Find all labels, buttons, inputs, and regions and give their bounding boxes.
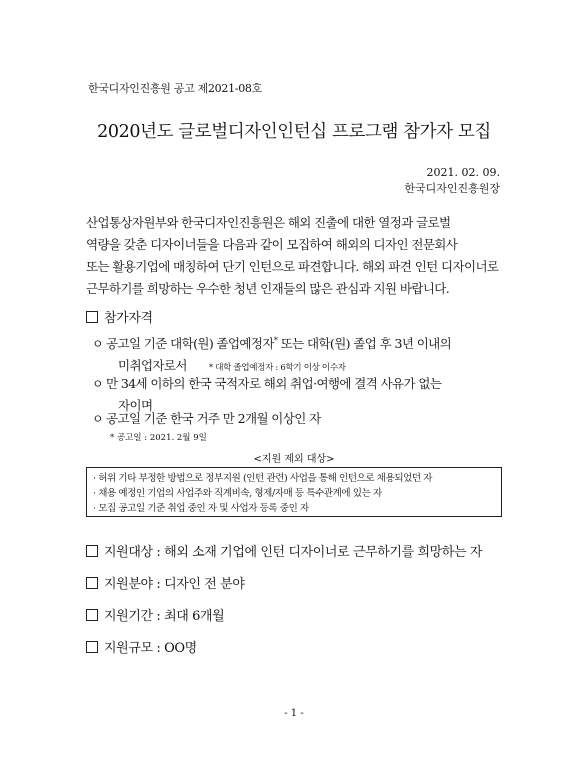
checkbox-square-icon xyxy=(86,641,98,653)
eligibility-text: 공고일 기준 한국 거주 만 2개월 이상인 자 xyxy=(106,411,321,426)
footnote-marker: * xyxy=(273,336,278,345)
eligibility-text: 또는 대학(원) 졸업 후 3년 이내의 xyxy=(277,336,452,352)
eligibility-item xyxy=(92,330,512,379)
intro-paragraph xyxy=(86,212,506,300)
circle-bullet-icon: ㅇ xyxy=(92,412,103,426)
checkbox-square-icon xyxy=(86,311,98,323)
exclusion-box xyxy=(86,467,502,517)
intro-line: 근무하기를 희망하는 우수한 청년 인재들의 많은 관심과 지원 바랍니다. xyxy=(86,281,450,296)
notice-date: 2021. 02. 09. xyxy=(426,166,500,179)
section-period xyxy=(86,605,224,624)
announcement-date-footnote: * 공고일 : 2021. 2월 9일 xyxy=(110,433,207,443)
circle-bullet-icon: ㅇ xyxy=(92,337,103,352)
eligibility-note: * 대학 졸업예정자 : 6학기 이상 이수자 xyxy=(208,363,346,374)
intro-line: 역량을 갖춘 디자이너들을 다음과 같이 모집하여 해외의 디자인 전문회사 xyxy=(86,237,458,252)
checkbox-square-icon xyxy=(86,545,98,557)
intro-line: 또는 활용기업에 매칭하여 단기 인턴으로 파견합니다. 해외 파견 인턴 디자이너로 xyxy=(86,259,499,274)
checkbox-square-icon xyxy=(86,577,98,589)
eligibility-text: 공고일 기준 대학(원) 졸업예정자 xyxy=(106,336,274,352)
exclusion-item: · 채용 예정인 기업의 사업주와 직계비속, 형제/자매 등 특수관계에 있는 자 xyxy=(93,488,382,499)
document-title: 2020년도 글로벌디자인인턴십 프로그램 참가자 모집 xyxy=(97,122,491,142)
section-label: 지원분야 : 디자인 전 분야 xyxy=(104,577,245,592)
section-label: 참가자격 xyxy=(104,311,153,326)
issuing-organization: 한국디자인진흥원장 xyxy=(404,182,500,195)
notice-number: 한국디자인진흥원 공고 제2021-08호 xyxy=(88,82,262,95)
page-number: - 1 - xyxy=(284,708,304,719)
section-target xyxy=(86,541,482,560)
checkbox-square-icon xyxy=(86,609,98,621)
section-label: 지원규모 : OO명 xyxy=(104,641,197,656)
intro-line: 산업통상자원부와 한국디자인진흥원은 해외 진출에 대한 열정과 글로벌 xyxy=(86,215,451,230)
section-field xyxy=(86,573,245,592)
exclusion-heading: <지원 제외 대상> xyxy=(253,454,335,465)
exclusion-item: · 허위 기타 부정한 방법으로 정부지원 (인턴 관련) 사업을 통해 인턴으로 채용되었던 자 xyxy=(93,473,433,484)
section-label: 지원기간 : 최대 6개월 xyxy=(104,609,225,624)
eligibility-text-continued: 자이며 xyxy=(118,398,153,413)
section-eligibility-heading xyxy=(86,307,153,326)
section-scale xyxy=(86,637,197,656)
eligibility-item xyxy=(92,408,512,430)
circle-bullet-icon: ㅇ xyxy=(92,377,103,391)
eligibility-text-continued: 미취업자로서 xyxy=(118,358,187,374)
eligibility-text: 만 34세 이하의 한국 국적자로 해외 취업·여행에 결격 사유가 없는 xyxy=(106,376,442,391)
exclusion-item: · 모집 공고일 기준 취업 중인 자 및 사업자 등록 중인 자 xyxy=(93,503,309,514)
section-label: 지원대상 : 해외 소재 기업에 인턴 디자이너로 근무하기를 희망하는 자 xyxy=(104,545,482,560)
